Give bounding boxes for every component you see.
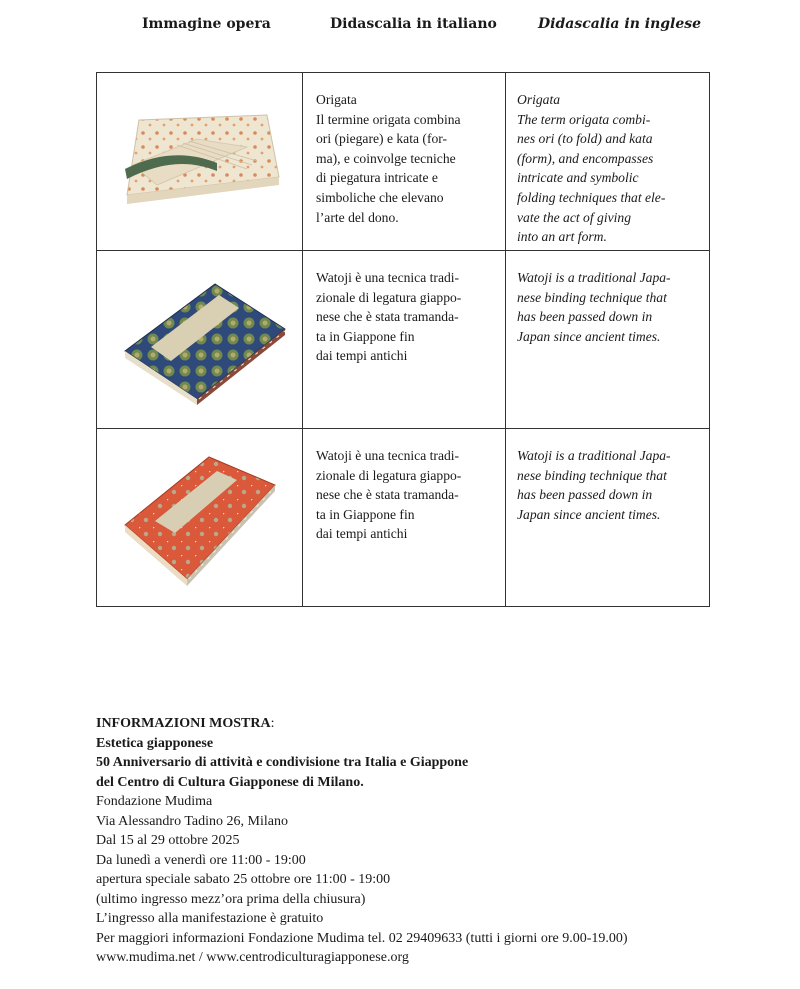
text-line: Per maggiori informazioni Fondazione Mudima tel. 02 29409633 (tutti i giorni ore 9.00-19.00) [96,930,628,946]
text-line: zionale di legatura giappo- [316,289,462,305]
origata-folded-paper-icon [97,73,303,250]
text-line: l’arte del dono. [316,209,399,225]
info-lines [96,792,736,968]
header-english: Didascalia in inglese [538,16,702,32]
text-line: ma), e coinvolge tecniche [316,150,456,166]
text-line: Watoji è una tecnica tradi- [316,448,460,463]
text-line: Japan since ancient times. [517,506,661,522]
table-row [97,429,710,607]
watoji-red-book-icon [97,429,303,606]
text-line: Watoji è una tecnica tradi- [316,270,460,285]
italian-caption-cell [303,251,506,429]
text-line: (ultimo ingresso mezz’ora prima della chiusura) [96,891,366,907]
english-caption [506,251,709,346]
text-line: 50 Anniversario di attività e condivisione tra Italia e Giappone [96,755,469,770]
info-heading: INFORMAZIONI MOSTRA [96,716,271,731]
text-line: (form), and encompasses [517,150,654,166]
text-line: di piegatura intricate e [316,170,438,186]
text-line: vate the act of giving [517,209,632,225]
text-line: nese binding technique that [517,467,667,483]
text-line: Dal 15 al 29 ottobre 2025 [96,833,240,848]
text-line: Estetica giapponese [96,735,214,751]
text-line: Via Alessandro Tadino 26, Milano [96,813,288,829]
text-line: L’ingresso alla manifestazione è gratuito [96,911,324,926]
info-heading-colon: : [270,716,275,731]
text-line: Origata [316,92,357,107]
text-line: zionale di legatura giappo- [316,467,462,483]
english-caption [506,429,709,524]
italian-caption [303,73,505,227]
text-line: Japan since ancient times. [517,328,661,344]
italian-caption [303,429,505,544]
english-caption-cell [506,73,710,251]
image-cell [97,429,303,607]
english-caption-cell [506,429,710,607]
italian-caption [303,251,505,366]
info-bold-lines [96,734,736,793]
text-line: ta in Giappone fin [316,328,415,344]
watoji-blue-book-icon [97,251,303,428]
text-line: apertura speciale sabato 25 ottobre ore 11:00 - 19:00 [96,872,391,887]
text-line: simboliche che elevano [316,189,444,205]
text-line: intricate and symbolic [517,170,639,186]
text-line: has been passed down in [517,309,653,325]
text-line: Il termine origata combina [316,111,461,127]
table-row [97,73,710,251]
text-line: Watoji is a traditional Japa- [517,448,671,463]
english-caption-cell [506,251,710,429]
text-line: ta in Giappone fin [316,506,415,522]
text-line: Fondazione Mudima [96,794,213,809]
text-line: The term origata combi- [517,111,651,127]
italian-caption-cell [303,73,506,251]
english-caption [506,73,709,247]
text-line: has been passed down in [517,487,653,503]
works-table [96,72,710,607]
text-line: Da lunedì a venerdì ore 11:00 - 19:00 [96,852,306,868]
column-headers [96,16,709,36]
text-line: nese che è stata tramanda- [316,487,459,503]
text-line: nes ori (to fold) and kata [517,131,653,147]
text-line: dai tempi antichi [316,526,408,542]
table-row [97,251,710,429]
text-line: into an art form. [517,229,607,245]
text-line: dai tempi antichi [316,348,408,364]
text-line: nese binding technique that [517,289,667,305]
text-line: nese che è stata tramanda- [316,309,459,325]
image-cell [97,251,303,429]
exhibition-info [96,714,736,968]
info-heading-line [96,714,736,734]
text-line: del Centro di Cultura Giapponese di Milano. [96,774,364,790]
text-line: www.mudima.net / www.centrodiculturagiapponese.org [96,950,409,965]
text-line: Watoji is a traditional Japa- [517,270,671,285]
text-line: Origata [517,92,561,107]
text-line: folding techniques that ele- [517,189,666,205]
image-cell [97,73,303,251]
header-image: Immagine opera [142,16,271,32]
italian-caption-cell [303,429,506,607]
text-line: ori (piegare) e kata (for- [316,131,448,147]
header-italian: Didascalia in italiano [330,16,497,32]
